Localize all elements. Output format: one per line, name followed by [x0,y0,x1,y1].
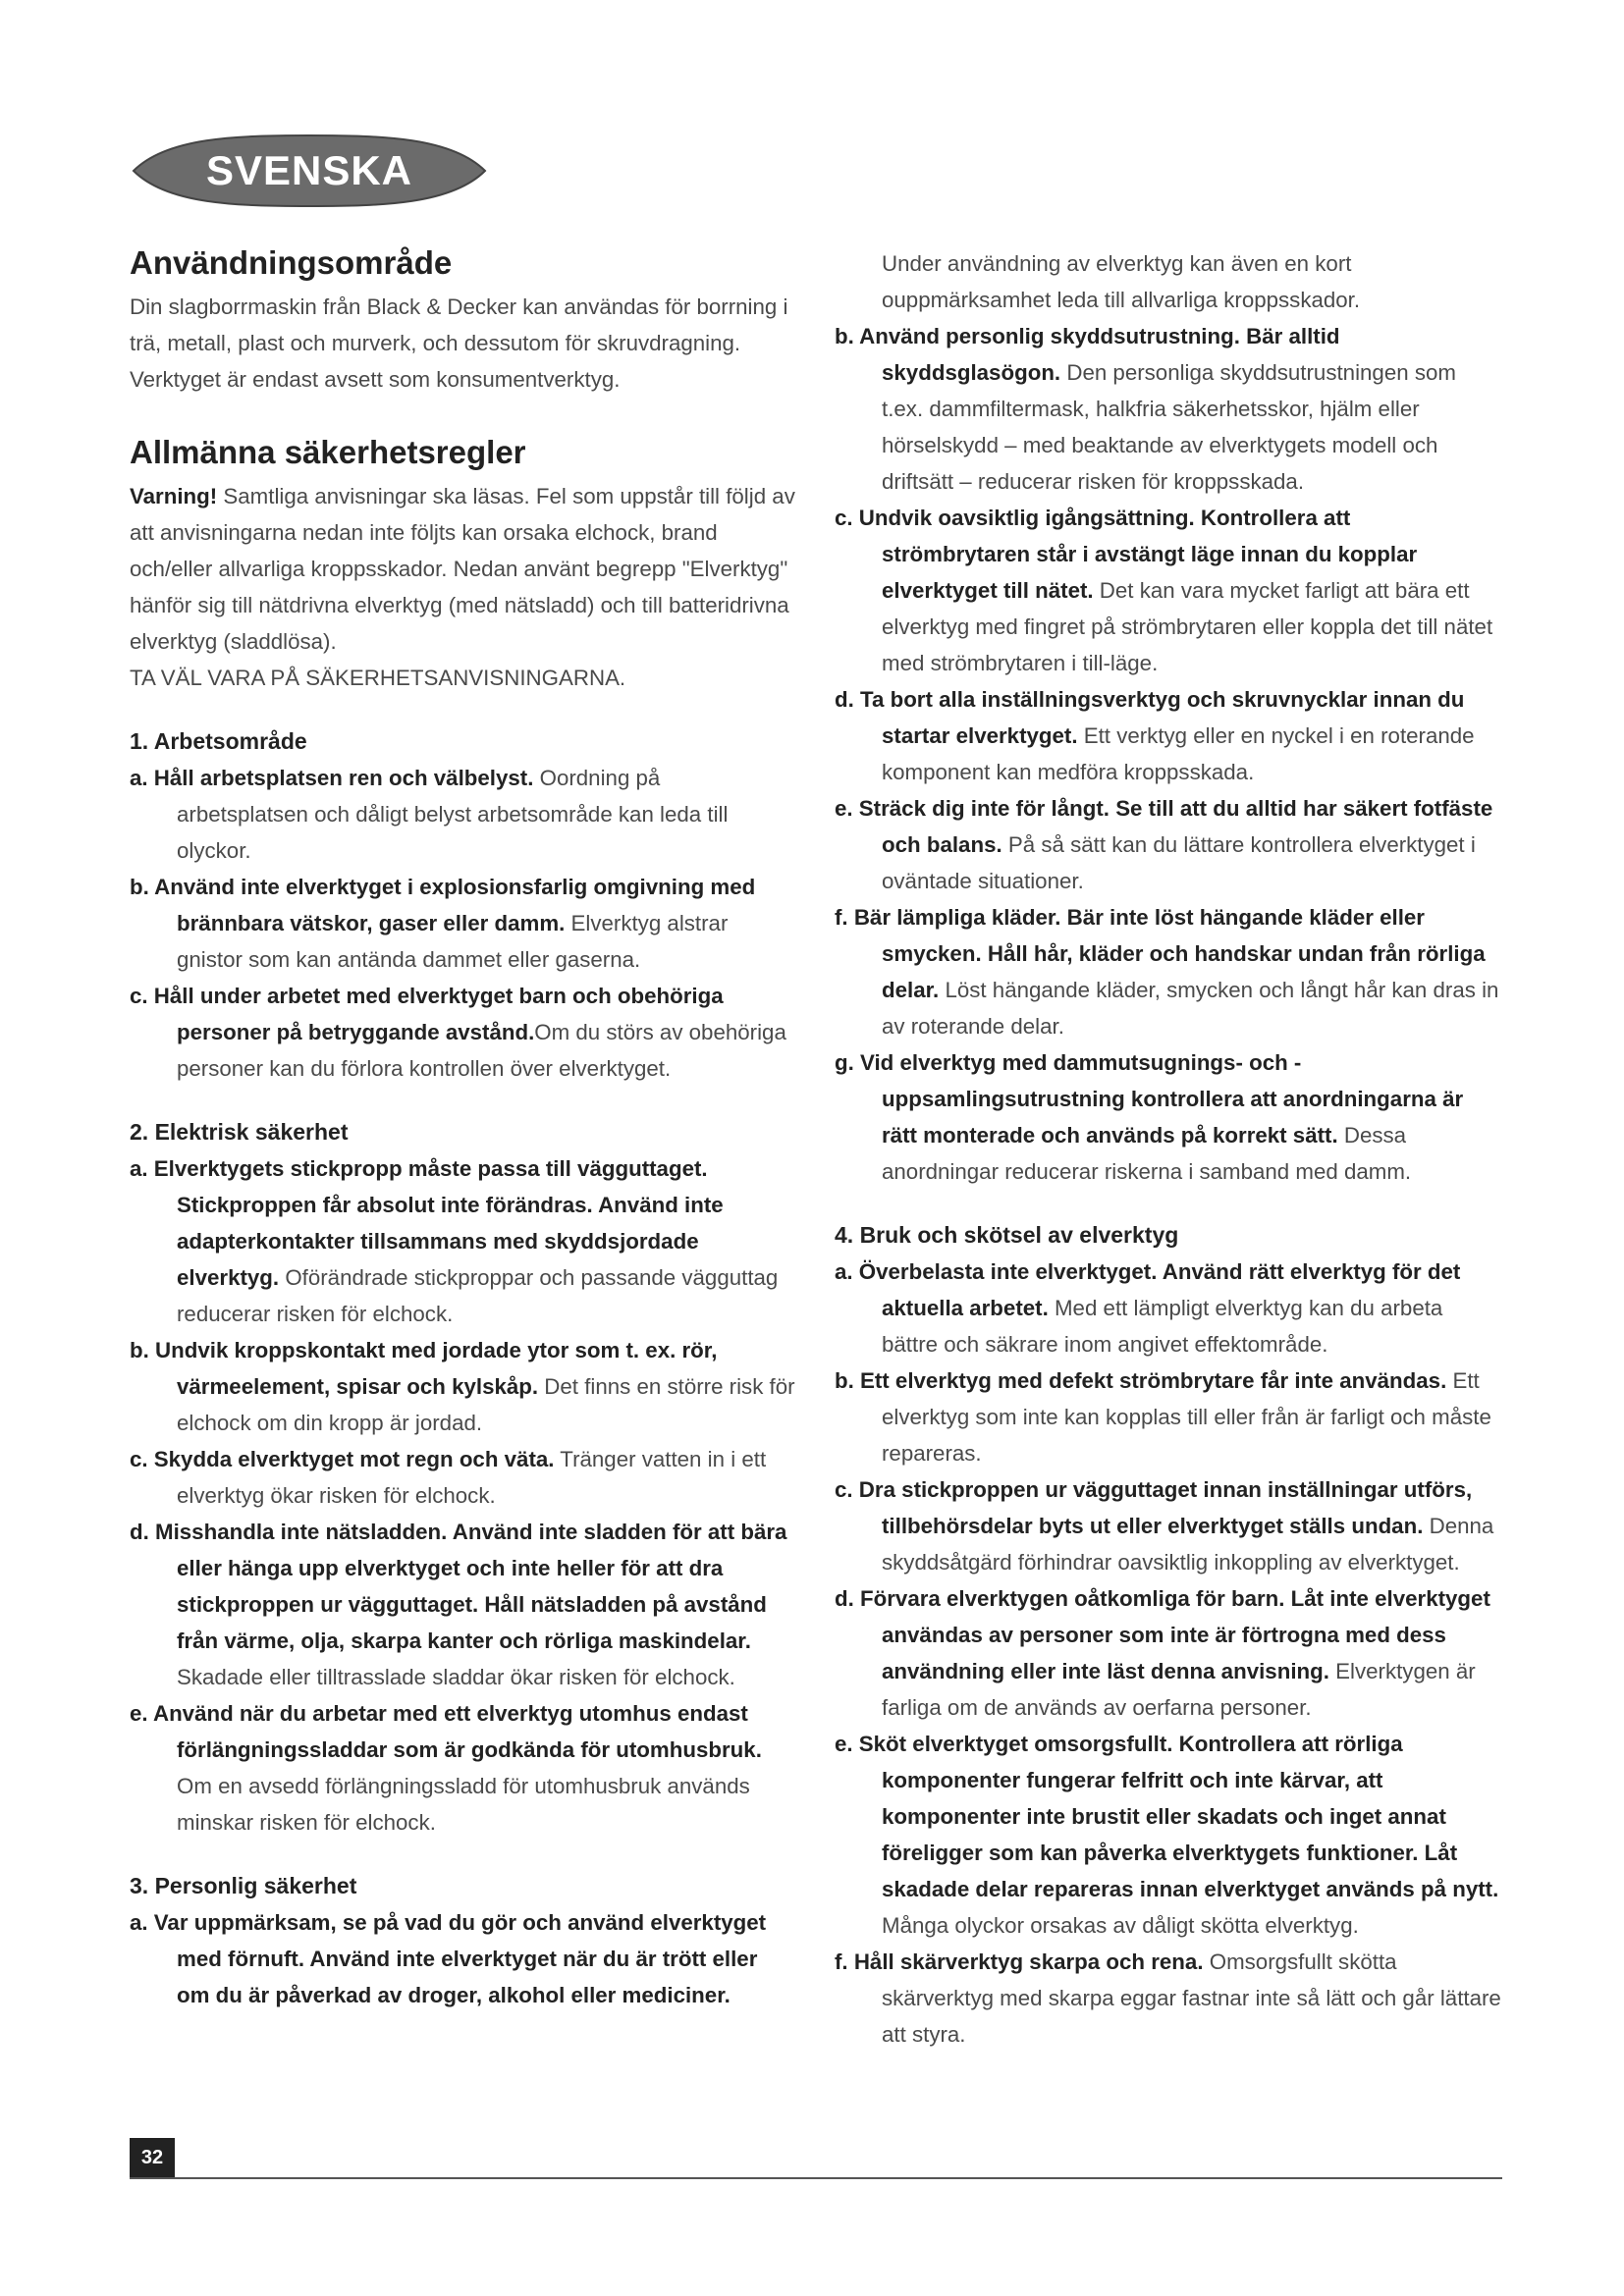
item-1c-bold: c. Håll under arbetet med elverktyget barn och obehöriga personer på betryggande avstånd. [130,984,724,1044]
item-2b-bold: b. Undvik kroppskontakt med jordade ytor som t. ex. rör, värmeelement, spisar och kylskåp. [130,1338,718,1399]
item-4b [835,1362,1502,1471]
warning-bold: Varning! [130,484,218,508]
item-3g-bold: g. Vid elverktyg med dammutsugnings- och -uppsamlingsutrustning kontrollera att anordningarna är rätt monterade och används på korrekt sätt. [835,1050,1464,1148]
item-2c-text: Tränger vatten in i ett elverktyg ökar risken för elchock. [177,1447,767,1508]
usage-text: Din slagborrmaskin från Black & Decker kan användas för borrning i trä, metall, plast och murverk, och dessutom för skruvdragning. Verktyget är endast avsett som konsumentverktyg. [130,294,788,392]
item-2a [130,1150,795,1332]
item-1c-text: Om du störs av obehöriga personer kan du förlora kontrollen över elverktyget. [177,1020,786,1081]
language-badge [128,133,491,208]
section-1-title: 1. Arbetsområde [130,728,307,754]
item-2d-bold: d. Misshandla inte nätsladden. Använd inte sladden för att bära eller hänga upp elverktyget och inte heller för att dra stickproppen ur vägguttaget. Håll nätsladden på avstånd från värme, olja, skarpa kanter och rörliga maskindelar. [130,1520,787,1653]
section-4-title: 4. Bruk och skötsel av elverktyg [835,1222,1179,1248]
item-4c-bold: c. Dra stickproppen ur vägguttaget innan inställningar utförs, tillbehörsdelar byts ut eller elverktyget ställs undan. [835,1477,1473,1538]
usage-heading: Användningsområde [130,244,453,281]
item-3c-text: Det kan vara mycket farligt att bära ett elverktyg med fingret på strömbrytaren eller koppla det till nätet med strömbrytaren i till-läge. [882,578,1493,675]
item-3d [835,681,1502,790]
section-2-title: 2. Elektrisk säkerhet [130,1119,349,1145]
item-2e-bold: e. Använd när du arbetar med ett elverktyg utomhus endast förlängningssladdar som är godkända för utomhusbruk. [130,1701,762,1762]
item-2a-text: Oförändrade stickproppar och passande vägguttag reducerar risken för elchock. [177,1265,779,1326]
item-3g [835,1044,1502,1190]
item-2e-text: Om en avsedd förlängningssladd för utomhusbruk används minskar risken för elchock. [177,1774,750,1835]
warning-paragraph [130,478,795,660]
item-3a-continued: Under användning av elverktyg kan även en kort ouppmärksamhet leda till allvarliga kroppsskador. [882,251,1361,312]
item-4d [835,1580,1502,1726]
item-4f-bold: f. Håll skärverktyg skarpa och rena. [835,1949,1204,1974]
item-4c [835,1471,1502,1580]
section-3-title: 3. Personlig säkerhet [130,1873,357,1898]
item-3f-bold: f. Bär lämpliga kläder. Bär inte löst hängande kläder eller smycken. Håll hår, kläder och handskar undan från rörliga delar. [835,905,1486,1002]
item-3a-bold: a. Var uppmärksam, se på vad du gör och använd elverktyget med förnuft. Använd inte elverktyget när du är trött eller om du är påverkad av droger, alkohol eller mediciner. [130,1910,767,2007]
item-3f-text: Löst hängande kläder, smycken och långt hår kan dras in av roterande delar. [882,978,1499,1039]
item-2d [130,1514,795,1695]
item-2c [130,1441,795,1514]
item-2b-text: Det finns en större risk för elchock om din kropp är jordad. [177,1374,795,1435]
left-column [130,243,795,2013]
item-1a [130,760,795,869]
item-1a-bold: a. Håll arbetsplatsen ren och välbelyst. [130,766,534,790]
item-4e [835,1726,1502,1944]
item-2d-text: Skadade eller tilltrasslade sladdar ökar risken för elchock. [177,1665,735,1689]
item-1b-bold: b. Använd inte elverktyget i explosionsfarlig omgivning med brännbara vätskor, gaser eller damm. [130,875,756,935]
item-3e-bold: e. Sträck dig inte för långt. Se till att du alltid har säkert fotfäste och balans. [835,796,1493,857]
item-4d-bold: d. Förvara elverktygen oåtkomliga för barn. Låt inte elverktyget användas av personer som inte är förtrogna med dess användning eller inte läst denna anvisning. [835,1586,1490,1683]
item-4e-bold: e. Sköt elverktyget omsorgsfullt. Kontrollera att rörliga komponenter fungerar felfritt och inte kärvar, att komponenter inte brustit eller skadats och inget annat föreligger som kan påverka elverktygets funktioner. Låt skadade delar repareras innan elverktyget används på nytt. [835,1732,1499,1901]
item-3g-text: Dessa anordningar reducerar riskerna i samband med damm. [882,1123,1412,1184]
item-4b-bold: b. Ett elverktyg med defekt strömbrytare får inte användas. [835,1368,1447,1393]
language-label: SVENSKA [205,147,413,193]
item-3b [835,318,1502,500]
take-care-text: TA VÄL VARA PÅ SÄKERHETSANVISNINGARNA. [130,666,626,690]
item-1a-text: Oordning på arbetsplatsen och dåligt belyst arbetsområde kan leda till olyckor. [177,766,729,863]
item-3a [130,1904,795,2013]
item-1b [130,869,795,978]
item-2e [130,1695,795,1841]
item-3d-text: Ett verktyg eller en nyckel i en roterande komponent kan medföra kroppsskada. [882,723,1475,784]
item-3d-bold: d. Ta bort alla inställningsverktyg och skruvnycklar innan du startar elverktyget. [835,687,1465,748]
item-2c-bold: c. Skydda elverktyget mot regn och väta. [130,1447,555,1471]
item-4f-text: Omsorgsfullt skötta skärverktyg med skarpa eggar fastnar inte så lätt och går lättare att styra. [882,1949,1501,2047]
page-number: 32 [130,2138,175,2177]
item-3c [835,500,1502,681]
item-3e-text: På så sätt kan du lättare kontrollera elverktyget i oväntade situationer. [882,832,1476,893]
item-3c-bold: c. Undvik oavsiktlig igångsättning. Kontrollera att strömbrytaren står i avstängt läge innan du kopplar elverktyget till nätet. [835,506,1418,603]
footer-divider [130,2177,1502,2179]
warning-text: Samtliga anvisningar ska läsas. Fel som uppstår till följd av att anvisningarna nedan inte följts kan orsaka elchock, brand och/eller allvarliga kroppsskador. Nedan använt begrepp "Elverktyg" hänför sig till nätdrivna elverktyg (med nätsladd) och till batteridrivna elverktyg (sladdlösa). [130,484,795,654]
item-1b-text: Elverktyg alstrar gnistor som kan antända dammet eller gaserna. [177,911,729,972]
item-4f [835,1944,1502,2053]
safety-heading: Allmänna säkerhetsregler [130,434,526,470]
item-4a-bold: a. Överbelasta inte elverktyget. Använd rätt elverktyg för det aktuella arbetet. [835,1259,1461,1320]
right-column [835,245,1502,2053]
item-4c-text: Denna skyddsåtgärd förhindrar oavsiktlig inkoppling av elverktyget. [882,1514,1494,1575]
item-4b-text: Ett elverktyg som inte kan kopplas till eller från är farligt och måste repareras. [882,1368,1491,1466]
item-4a [835,1254,1502,1362]
item-3e [835,790,1502,899]
item-1c [130,978,795,1087]
item-4d-text: Elverktygen är farliga om de används av oerfarna personer. [882,1659,1476,1720]
item-3f [835,899,1502,1044]
item-4a-text: Med ett lämpligt elverktyg kan du arbeta bättre och säkrare inom angivet effektområde. [882,1296,1443,1357]
item-3b-bold: b. Använd personlig skyddsutrustning. Bär alltid skyddsglasögon. [835,324,1340,385]
item-2b [130,1332,795,1441]
item-4e-text: Många olyckor orsakas av dåligt skötta elverktyg. [882,1913,1359,1938]
item-2a-bold: a. Elverktygets stickpropp måste passa till vägguttaget. Stickproppen får absolut inte förändras. Använd inte adapterkontakter tillsammans med skyddsjordade elverktyg. [130,1156,724,1290]
item-3b-text: Den personliga skyddsutrustningen som t.ex. dammfiltermask, halkfria säkerhetsskor, hjälm eller hörselskydd – med beaktande av elverktygets modell och driftsätt – reducerar risken för kroppsskada. [882,360,1456,494]
